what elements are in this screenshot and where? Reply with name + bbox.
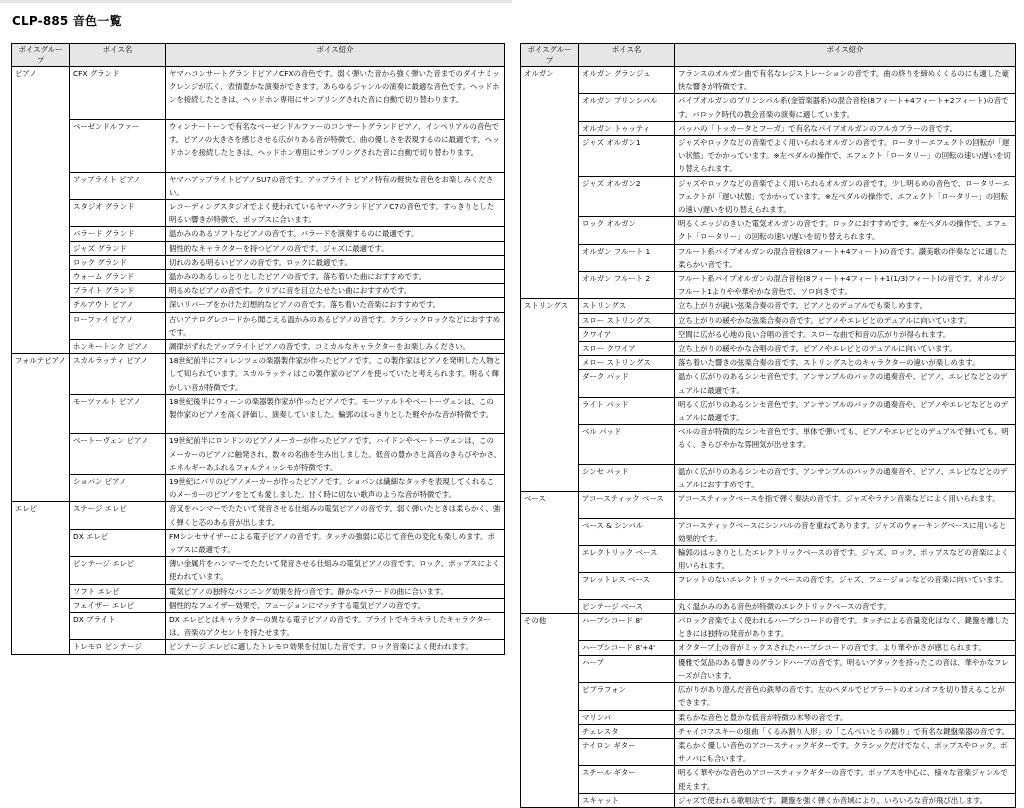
voice-row bbox=[12, 298, 505, 312]
voice-name-cell: チェレスタ bbox=[579, 724, 675, 738]
voice-name-cell: ベル パッド bbox=[579, 425, 675, 465]
voice-name-cell: エレクトリック ベース bbox=[579, 546, 675, 573]
voice-name-cell: オルガン トゥッティ bbox=[579, 121, 675, 135]
voice-group-cell: オルガン bbox=[521, 67, 579, 299]
voice-row bbox=[12, 200, 505, 227]
voice-name-cell: スロー ストリングス bbox=[579, 313, 675, 327]
voice-row bbox=[521, 217, 1016, 244]
voice-row bbox=[521, 136, 1016, 177]
voice-row bbox=[521, 766, 1016, 793]
voice-row bbox=[521, 67, 1016, 94]
voice-row bbox=[521, 724, 1016, 738]
voice-name-cell: ブライト グランド bbox=[70, 284, 166, 298]
voice-name-cell: ローファイ ピアノ bbox=[70, 312, 166, 339]
voice-name-cell: ショパン ピアノ bbox=[70, 475, 166, 502]
voice-description-cell: パイプオルガンのプリンシパル系(金管楽器系)の混合音栓(8フィート+4フィート+2フィート)の音です。バロック時代の教会音楽の演奏に適しています。 bbox=[675, 94, 1016, 121]
document-title: CLP-885 音色一覧 bbox=[12, 14, 122, 28]
voice-name-cell: チルアウト ピアノ bbox=[70, 298, 166, 312]
voice-description-cell: 個性的なキャラクターを持つピアノの音です。ジャズに最適です。 bbox=[166, 241, 505, 255]
voice-name-cell: オルガン プリンシパル bbox=[579, 94, 675, 121]
voice-description-cell: 温かみのあるソフトなピアノの音です。バラードを演奏するのに最適です。 bbox=[166, 227, 505, 241]
voice-description-cell: 電気ピアノの独特なパンニング効果を持つ音です。静かなバラードの曲に合います。 bbox=[166, 584, 505, 598]
voice-name-cell: ジャズ オルガン2 bbox=[579, 176, 675, 217]
voice-description-cell: レコーディングスタジオでよく使われているヤマハグランドピアノC7の音色です。すっきりとした明るい響きが特徴で、ポップスに合います。 bbox=[166, 200, 505, 227]
voice-name-cell: ビンテージ ベース bbox=[579, 599, 675, 613]
voice-name-cell: バラード グランド bbox=[70, 227, 166, 241]
voice-name-cell: ソフト エレピ bbox=[70, 584, 166, 598]
voice-description-cell: 18世紀前半にフィレンツェの楽器製作家が作ったピアノです。この製作家はピアノを発明した人物として知られています。スカルラッティはこの製作家のピアノを使っていたと考えられます。明るく輝かしい音が特徴です。 bbox=[166, 354, 505, 395]
voice-description-cell: フルート系パイプオルガンの混合音栓(8フィート+4フィート)の音です。讃美歌の伴奏などに適した柔らかい音です。 bbox=[675, 244, 1016, 271]
voice-description-cell: 優雅で気品のある響きのグランドハープの音です。明るいアタックを持ったこの音は、華やかなフレーズが合います。 bbox=[675, 655, 1016, 682]
voice-description-cell: 立ち上がりの緩やかな弦楽合奏の音です。ピアノやエレピとのデュアルに向いています。 bbox=[675, 313, 1016, 327]
voice-description-cell: ジャズやロックなどの音楽でよく用いられるオルガンの音です。ロータリーエフェクトの回転が「遅い状態」でかかっています。※左ペダルの操作で、エフェクト「ロータリー」の回転の速い/遅いを切り替えられます。 bbox=[675, 136, 1016, 177]
voice-row bbox=[521, 272, 1016, 299]
voice-row bbox=[521, 356, 1016, 370]
voice-name-cell: クワイア bbox=[579, 327, 675, 341]
voice-name-cell: ジャズ グランド bbox=[70, 241, 166, 255]
voice-name-cell: シンセ パッド bbox=[579, 464, 675, 491]
voice-group-cell: ストリングス bbox=[521, 299, 579, 492]
voice-row bbox=[521, 425, 1016, 465]
voice-row bbox=[12, 255, 505, 269]
header-voice-name: ボイス名 bbox=[70, 44, 166, 67]
voice-table-left bbox=[11, 43, 505, 655]
voice-group-cell: その他 bbox=[521, 614, 579, 808]
voice-name-cell: オルガン フルート 1 bbox=[579, 244, 675, 271]
voice-description-cell: 19世紀にパリのピアノメーカーが作ったピアノです。ショパンは繊細なタッチを表現してくれるこのメーカーのピアノをとても愛しました。甘く時に切ない歌声のような音が特徴です。 bbox=[166, 475, 505, 502]
voice-row bbox=[521, 370, 1016, 397]
voice-name-cell: ステージ エレピ bbox=[70, 502, 166, 529]
voice-row bbox=[521, 573, 1016, 599]
voice-row bbox=[521, 641, 1016, 655]
voice-row bbox=[521, 546, 1016, 573]
voice-name-cell: トレモロ ビンテージ bbox=[70, 640, 166, 654]
voice-description-cell: ヤマハコンサートグランドピアノCFXの音色です。弱く弾いた音から強く弾いた音までのダイナミックレンジが広く、表情豊かな演奏ができます。あらゆるジャンルの演奏に最適な音色です。ヘッドホンを接続したときは、ヘッドホン専用にサンプリングされた音に自動で切り替わります。 bbox=[166, 67, 505, 120]
voice-name-cell: CFX グランド bbox=[70, 67, 166, 120]
voice-name-cell: オルガン フルート 2 bbox=[579, 272, 675, 299]
voice-name-cell: ダーク パッド bbox=[579, 370, 675, 397]
header-voice-description: ボイス紹介 bbox=[675, 44, 1016, 67]
voice-row bbox=[12, 640, 505, 654]
voice-name-cell: ベートーヴェン ピアノ bbox=[70, 434, 166, 475]
voice-description-cell: 落ち着いた響きの弦楽合奏の音です。ストリングスとのキャラクターの違いが楽しめます。 bbox=[675, 356, 1016, 370]
voice-row bbox=[12, 340, 505, 354]
voice-row bbox=[12, 284, 505, 298]
voice-description-cell: フルート系パイプオルガンの混合音栓(8フィート+4フィート+1(1/3)フィート)の音です。オルガン フルート1よりやや華やかな音色で、ソロ向きです。 bbox=[675, 272, 1016, 299]
voice-row bbox=[521, 121, 1016, 135]
voice-description-cell: 温かく広がりのあるシンセの音です。アンサンブルのバックの通奏音や、ピアノ、エレピなどとのデュアルにおすすめです。 bbox=[675, 464, 1016, 491]
voice-name-cell: ジャズ オルガン1 bbox=[579, 136, 675, 177]
voice-row bbox=[521, 176, 1016, 217]
voice-name-cell: ビブラフォン bbox=[579, 683, 675, 710]
voice-row bbox=[521, 793, 1016, 807]
voice-name-cell: スカルラッティ ピアノ bbox=[70, 354, 166, 395]
voice-name-cell: メロー ストリングス bbox=[579, 356, 675, 370]
table-header-row bbox=[521, 44, 1016, 67]
voice-name-cell: ビンテージ エレピ bbox=[70, 557, 166, 584]
voice-row bbox=[12, 270, 505, 284]
voice-description-cell: 立ち上がりの緩やかな合唱の音です。ピアノやエレピとのデュアルに向いています。 bbox=[675, 342, 1016, 356]
voice-row bbox=[12, 227, 505, 241]
voice-row bbox=[12, 475, 505, 502]
voice-row bbox=[12, 557, 505, 584]
voice-name-cell: マリンバ bbox=[579, 710, 675, 724]
voice-description-cell: 薄い金属片をハンマーでたたいて発音させる仕組みの電気ピアノの音です。ロック、ポップスによく使われています。 bbox=[166, 557, 505, 584]
voice-group-cell: フォルテピアノ bbox=[12, 354, 70, 502]
voice-name-cell: ウォーム グランド bbox=[70, 270, 166, 284]
voice-row bbox=[521, 738, 1016, 765]
voice-name-cell: ホンキートンク ピアノ bbox=[70, 340, 166, 354]
voice-description-cell: 輪郭のはっきりとしたエレクトリックベースの音です。ジャズ、ロック、ポップスなどの音楽によく用いられます。 bbox=[675, 546, 1016, 573]
voice-name-cell: ロック グランド bbox=[70, 255, 166, 269]
voice-name-cell: アコースティック ベース bbox=[579, 492, 675, 518]
voice-description-cell: ビンテージ エレピに適したトレモロ効果を付加した音です。ロック音楽によく使われます。 bbox=[166, 640, 505, 654]
voice-name-cell: ハープシコード 8' bbox=[579, 614, 675, 641]
voice-name-cell: ベーゼンドルファー bbox=[70, 119, 166, 172]
voice-description-cell: 19世紀前半にロンドンのピアノメーカーが作ったピアノです。ハイドンやベートーヴェンは、このメーカーのピアノに触発され、数々の名曲を生み出しました。低音の豊かさと高音のきらびやかさ、エネルギーあふれるフォルティッシモが特徴です。 bbox=[166, 434, 505, 475]
voice-description-cell: バッハの「トッカータとフーガ」で有名なパイプオルガンのフルカプラーの音です。 bbox=[675, 121, 1016, 135]
voice-description-cell: ウィンナートーンで有名なベーゼンドルファーのコンサートグランドピアノ、インペリアルの音色です。ピアノの大きさを感じさせる広がりある音が特徴で、曲の優しさを表現するのに最適です。ヘッドホンを接続したときは、ヘッドホン専用にサンプリングされた音に自動で切り替わります。 bbox=[166, 119, 505, 172]
header-voice-name: ボイス名 bbox=[579, 44, 675, 67]
voice-row bbox=[521, 683, 1016, 710]
voice-name-cell: アップライト ピアノ bbox=[70, 172, 166, 199]
voice-name-cell: ライト パッド bbox=[579, 397, 675, 424]
voice-description-cell: 深いリバーブをかけた幻想的なピアノの音です。落ち着いた音楽におすすめです。 bbox=[166, 298, 505, 312]
voice-row bbox=[521, 94, 1016, 121]
voice-row bbox=[521, 492, 1016, 518]
voice-description-cell: アコースティックベースを指で弾く奏法の音です。ジャズやラテン音楽などによく用いられます。 bbox=[675, 492, 1016, 518]
voice-row bbox=[12, 241, 505, 255]
header-voice-description: ボイス紹介 bbox=[166, 44, 505, 67]
voice-row bbox=[12, 434, 505, 475]
voice-row bbox=[521, 710, 1016, 724]
voice-row bbox=[12, 613, 505, 640]
voice-row bbox=[521, 614, 1016, 641]
voice-group-cell: エレピ bbox=[12, 502, 70, 654]
voice-name-cell: ハープシコード 8'+4' bbox=[579, 641, 675, 655]
voice-description-cell: バロック音楽でよく使われるハープシコードの音です。タッチによる音量変化はなく、鍵盤を離したときには独特の発音があります。 bbox=[675, 614, 1016, 641]
voice-description-cell: 立ち上がりが鋭い弦楽合奏の音です。ピアノとのデュアルでも楽しめます。 bbox=[675, 299, 1016, 313]
voice-description-cell: フランスのオルガン曲で有名なレジストレーションの音です。曲の終りを締めくくるのにも適した豪快な響きが特徴です。 bbox=[675, 67, 1016, 94]
voice-description-cell: 明るく華やかな音色のアコースティックギターの音です。ポップスを中心に、様々な音楽ジャンルで使えます。 bbox=[675, 766, 1016, 793]
voice-group-cell: ベース bbox=[521, 492, 579, 614]
voice-row bbox=[12, 312, 505, 339]
voice-name-cell: ベース & シンバル bbox=[579, 518, 675, 545]
voice-description-cell: 温かみのあるしっとりとしたピアノの音です。落ち着いた曲におすすめです。 bbox=[166, 270, 505, 284]
voice-description-cell: ジャズやロックなどの音楽でよく用いられるオルガンの音です。少し明るめの音色で、ロータリーエフェクトが「遅い状態」でかかっています。※左ペダルの操作で、エフェクト「ロータリー」の回転の速い/遅いを切り替えられます。 bbox=[675, 176, 1016, 217]
voice-row bbox=[12, 394, 505, 434]
voice-description-cell: 古いアナログレコードから聞こえる温かみのあるピアノの音です。クラシックロックなどにおすすめです。 bbox=[166, 312, 505, 339]
voice-row bbox=[521, 599, 1016, 613]
voice-name-cell: DX ブライト bbox=[70, 613, 166, 640]
voice-description-cell: 調律がずれたアップライトピアノの音です。コミカルなキャラクターをお楽しみください。 bbox=[166, 340, 505, 354]
voice-description-cell: 空間に広がる心地の良い合唱の音です。スローな曲で和音の広がりが得られます。 bbox=[675, 327, 1016, 341]
voice-row bbox=[521, 655, 1016, 682]
voice-row bbox=[521, 518, 1016, 545]
voice-description-cell: フレットのないエレクトリックベースの音です。ジャズ、フュージョンなどの音楽に向いています。 bbox=[675, 573, 1016, 599]
voice-row bbox=[521, 313, 1016, 327]
voice-description-cell: ベルの音が特徴的なシンセ音色です。単体で弾いても、ピアノやエレピとのデュアルで弾いても、明るく、きらびやかな雰囲気が出せます。 bbox=[675, 425, 1016, 465]
voice-name-cell: DX エレピ bbox=[70, 529, 166, 556]
voice-name-cell: ロック オルガン bbox=[579, 217, 675, 244]
voice-description-cell: 柔らかな音色と豊かな低音が特徴の木琴の音です。 bbox=[675, 710, 1016, 724]
voice-description-cell: 明るくエッジのきいた電気オルガンの音です。ロックにおすすめです。※左ペダルの操作で、エフェクト「ロータリー」の回転の速い/遅いを切り替えられます。 bbox=[675, 217, 1016, 244]
header-voice-group: ボイスグループ bbox=[12, 44, 70, 67]
voice-row bbox=[521, 342, 1016, 356]
voice-row bbox=[521, 244, 1016, 271]
voice-name-cell: ハープ bbox=[579, 655, 675, 682]
voice-description-cell: FMシンセサイザーによる電子ピアノの音です。タッチの強弱に応じて音色の変化も楽しめます。ポップスに最適です。 bbox=[166, 529, 505, 556]
voice-name-cell: ナイロン ギター bbox=[579, 738, 675, 765]
header-voice-group: ボイスグループ bbox=[521, 44, 579, 67]
voice-description-cell: 切れのある明るいピアノの音です。ロックに最適です。 bbox=[166, 255, 505, 269]
voice-name-cell: オルガン グランジュ bbox=[579, 67, 675, 94]
voice-name-cell: フェイザー エレピ bbox=[70, 598, 166, 612]
voice-description-cell: 明るめなピアノの音です。クリアに音を目立たせたい曲におすすめです。 bbox=[166, 284, 505, 298]
voice-description-cell: DX エレピとはキャラクターの異なる電子ピアノの音です。ブライトでキラキラしたキャラクターは、音楽のアクセントを持たせます。 bbox=[166, 613, 505, 640]
voice-description-cell: 柔らかく優しい音色のアコースティックギターです。クラシックだけでなく、ポップスやロック、ボサノバにも合います。 bbox=[675, 738, 1016, 765]
voice-description-cell: オクターブ上の音がミックスされたハープシコードの音です。より華やかさが感じられます。 bbox=[675, 641, 1016, 655]
voice-row bbox=[12, 354, 505, 395]
voice-description-cell: チャイコフスキーの組曲「くるみ割り人形」の「こんぺいとうの踊り」で有名な鍵盤楽器の音です。 bbox=[675, 724, 1016, 738]
voice-row bbox=[12, 584, 505, 598]
voice-row bbox=[12, 67, 505, 120]
voice-group-cell: ピアノ bbox=[12, 67, 70, 354]
voice-name-cell: フレットレス ベース bbox=[579, 573, 675, 599]
voice-name-cell: ストリングス bbox=[579, 299, 675, 313]
voice-row bbox=[521, 464, 1016, 491]
voice-table-right bbox=[520, 43, 1016, 808]
voice-name-cell: モーツァルト ピアノ bbox=[70, 394, 166, 434]
voice-row bbox=[12, 119, 505, 172]
voice-description-cell: 丸く温かみのある音色が特徴のエレクトリックベースの音です。 bbox=[675, 599, 1016, 613]
table-header-row bbox=[12, 44, 505, 67]
voice-name-cell: スキャット bbox=[579, 793, 675, 807]
voice-description-cell: 個性的なフェイザー効果で、フュージョンにマッチする電気ピアノの音です。 bbox=[166, 598, 505, 612]
voice-row bbox=[521, 327, 1016, 341]
voice-row bbox=[12, 529, 505, 556]
voice-name-cell: スチール ギター bbox=[579, 766, 675, 793]
voice-description-cell: 18世紀後半にウィーンの楽器製作家が作ったピアノです。モーツァルトやベートーヴェンは、この製作家のピアノを高く評価し、演奏していました。輪郭のはっきりとした軽やかな音が特徴です。 bbox=[166, 394, 505, 434]
voice-description-cell: 温かく広がりのあるシンセ音色です。アンサンブルのバックの通奏音や、ピアノ、エレピなどとのデュアルに最適です。 bbox=[675, 370, 1016, 397]
voice-row bbox=[12, 172, 505, 199]
voice-name-cell: スタジオ グランド bbox=[70, 200, 166, 227]
voice-description-cell: 明るく広がりのあるシンセ音色です。アンサンブルのバックの通奏音や、ピアノやエレピなどとのデュアルに最適です。 bbox=[675, 397, 1016, 424]
voice-row bbox=[12, 598, 505, 612]
voice-row bbox=[521, 397, 1016, 424]
voice-name-cell: スロー クワイア bbox=[579, 342, 675, 356]
voice-row bbox=[12, 502, 505, 529]
voice-description-cell: ジャズで使われる歌唱法です。鍵盤を強く弾くか音域により、いろいろな音が飛び出します。 bbox=[675, 793, 1016, 807]
voice-description-cell: アコースティックベースにシンバルの音を重ねてあります。ジャズのウォーキングベースに用いると効果的です。 bbox=[675, 518, 1016, 545]
top-border bbox=[0, 0, 512, 3]
voice-description-cell: ヤマハアップライトピアノSU7の音です。アップライト ピアノ特有の軽快な音色をお楽しみください。 bbox=[166, 172, 505, 199]
voice-description-cell: 音叉をハンマーでたたいて発音させる仕組みの電気ピアノの音です。弱く弾いたときは柔らかく、強く弾くと芯のある音が出します。 bbox=[166, 502, 505, 529]
voice-description-cell: 広がりがあり澄んだ音色の鉄琴の音です。左のペダルでビブラートのオン/オフを切り替えることができます。 bbox=[675, 683, 1016, 710]
voice-row bbox=[521, 299, 1016, 313]
